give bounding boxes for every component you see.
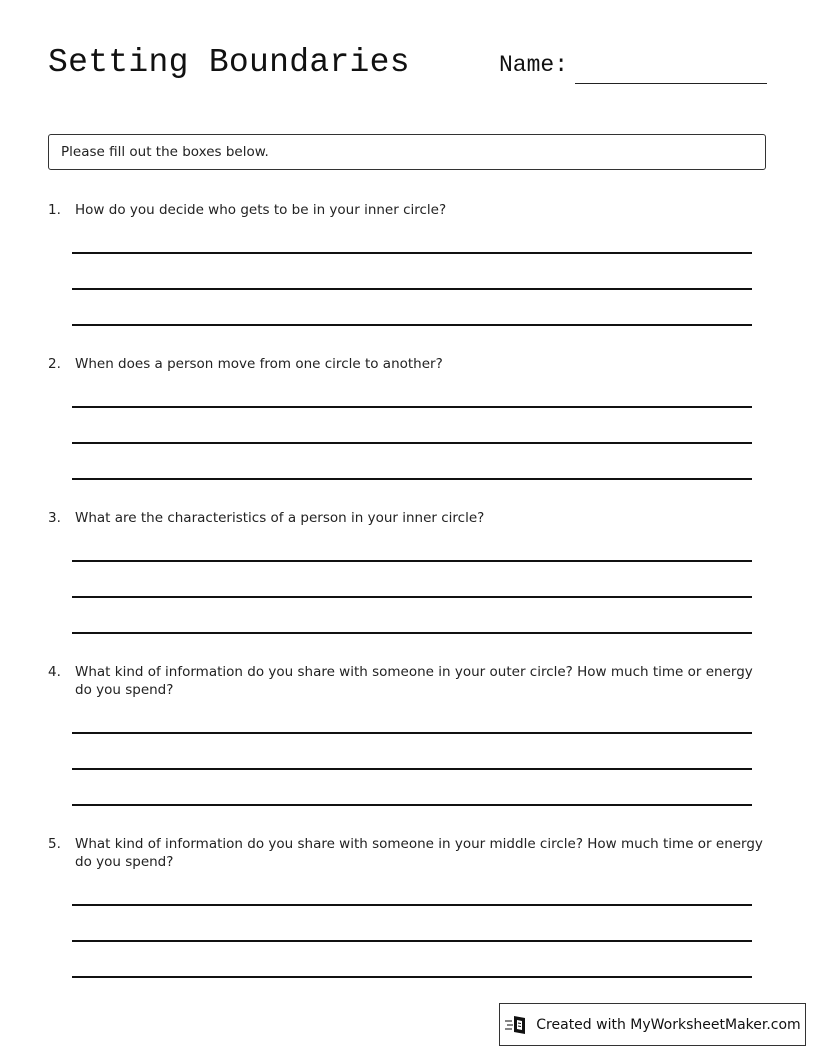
instructions-box bbox=[48, 134, 766, 170]
answer-line[interactable] bbox=[72, 560, 752, 562]
answer-line[interactable] bbox=[72, 940, 752, 942]
instructions-text: Please fill out the boxes below. bbox=[61, 144, 269, 160]
answer-line[interactable] bbox=[72, 768, 752, 770]
footer-credit[interactable] bbox=[499, 1003, 806, 1046]
question-text: When does a person move from one circle to another? bbox=[75, 356, 443, 372]
question-text: What kind of information do you share with someone in your outer circle? How much time or energy do you spend? bbox=[75, 664, 753, 698]
name-field-line[interactable] bbox=[575, 83, 767, 84]
answer-line[interactable] bbox=[72, 252, 752, 254]
answer-line[interactable] bbox=[72, 632, 752, 634]
answer-line[interactable] bbox=[72, 442, 752, 444]
answer-line[interactable] bbox=[72, 976, 752, 978]
question-5 bbox=[48, 835, 772, 871]
answer-line[interactable] bbox=[72, 478, 752, 480]
question-text: What are the characteristics of a person in your inner circle? bbox=[75, 510, 485, 526]
question-4 bbox=[48, 663, 772, 699]
footer-text: Created with MyWorksheetMaker.com bbox=[536, 1016, 801, 1033]
answer-line[interactable] bbox=[72, 804, 752, 806]
question-number: 5. bbox=[48, 836, 61, 852]
name-label: Name: bbox=[499, 52, 569, 78]
answer-line[interactable] bbox=[72, 904, 752, 906]
question-2 bbox=[48, 355, 772, 373]
answer-line[interactable] bbox=[72, 288, 752, 290]
page-title: Setting Boundaries bbox=[48, 44, 410, 81]
answer-line[interactable] bbox=[72, 406, 752, 408]
question-text: How do you decide who gets to be in your inner circle? bbox=[75, 202, 447, 218]
question-number: 4. bbox=[48, 664, 61, 680]
answer-line[interactable] bbox=[72, 324, 752, 326]
answer-line[interactable] bbox=[72, 732, 752, 734]
question-text: What kind of information do you share with someone in your middle circle? How much time or energy do you spend? bbox=[75, 836, 763, 870]
answer-line[interactable] bbox=[72, 596, 752, 598]
question-number: 2. bbox=[48, 356, 61, 372]
question-1 bbox=[48, 201, 772, 219]
question-number: 1. bbox=[48, 202, 61, 218]
worksheet-maker-logo-icon bbox=[504, 1014, 530, 1036]
question-3 bbox=[48, 509, 772, 527]
question-number: 3. bbox=[48, 510, 61, 526]
